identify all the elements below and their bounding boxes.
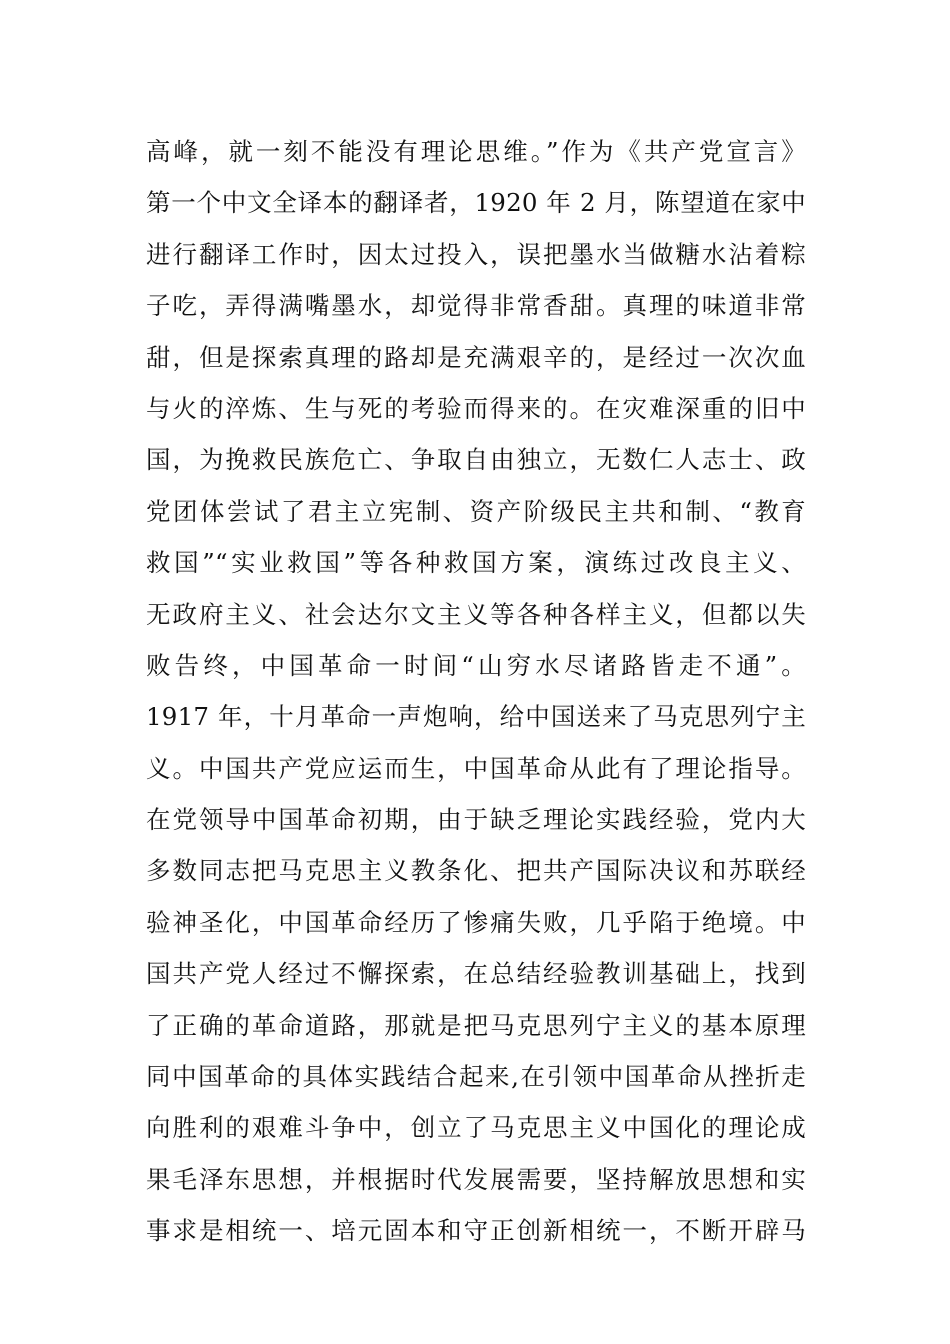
body-text	[146, 126, 806, 1257]
text-line: 进行翻译工作时，因太过投入，误把墨水当做糖水沾着粽	[146, 239, 806, 269]
text-line: 义。中国共产党应运而生，中国革命从此有了理论指导。	[146, 753, 806, 783]
text-line: 子吃，弄得满嘴墨水，却觉得非常香甜。真理的味道非常	[146, 291, 806, 321]
text-line: 向胜利的艰难斗争中，创立了马克思主义中国化的理论成	[146, 1113, 806, 1143]
text-line: 国，为挽救民族危亡、争取自由独立，无数仁人志士、政	[146, 445, 806, 475]
text-line: 与火的淬炼、生与死的考验而得来的。在灾难深重的旧中	[146, 393, 806, 423]
text-line: 在党领导中国革命初期，由于缺乏理论实践经验，党内大	[146, 805, 806, 835]
text-line: 果毛泽东思想，并根据时代发展需要，坚持解放思想和实	[146, 1164, 806, 1194]
text-line: 多数同志把马克思主义教条化、把共产国际决议和苏联经	[146, 856, 806, 886]
text-line: 救国”“实业救国”等各种救国方案，演练过改良主义、	[146, 548, 806, 578]
text-line: 无政府主义、社会达尔文主义等各种各样主义，但都以失	[146, 599, 806, 629]
text-line: 败告终，中国革命一时间“山穷水尽诸路皆走不通”。	[146, 650, 806, 680]
text-line: 高峰，就一刻不能没有理论思维。”作为《共产党宣言》	[146, 137, 806, 166]
text-line: 国共产党人经过不懈探索，在总结经验教训基础上，找到	[146, 959, 806, 989]
text-line: 甜，但是探索真理的路却是充满艰辛的，是经过一次次血	[146, 342, 806, 372]
text-line: 党团体尝试了君主立宪制、资产阶级民主共和制、“教育	[146, 496, 806, 526]
text-line: 验神圣化，中国革命经历了惨痛失败，几乎陷于绝境。中	[146, 907, 806, 937]
text-line: 1917 年，十月革命一声炮响，给中国送来了马克思列宁主	[146, 702, 806, 732]
text-line: 同中国革命的具体实践结合起来,在引领中国革命从挫折走	[146, 1062, 806, 1092]
text-line: 第一个中文全译本的翻译者，1920 年 2 月，陈望道在家中	[146, 188, 806, 218]
text-line: 事求是相统一、培元固本和守正创新相统一，不断开辟马	[146, 1216, 806, 1246]
text-line: 了正确的革命道路，那就是把马克思列宁主义的基本原理	[146, 1010, 806, 1040]
